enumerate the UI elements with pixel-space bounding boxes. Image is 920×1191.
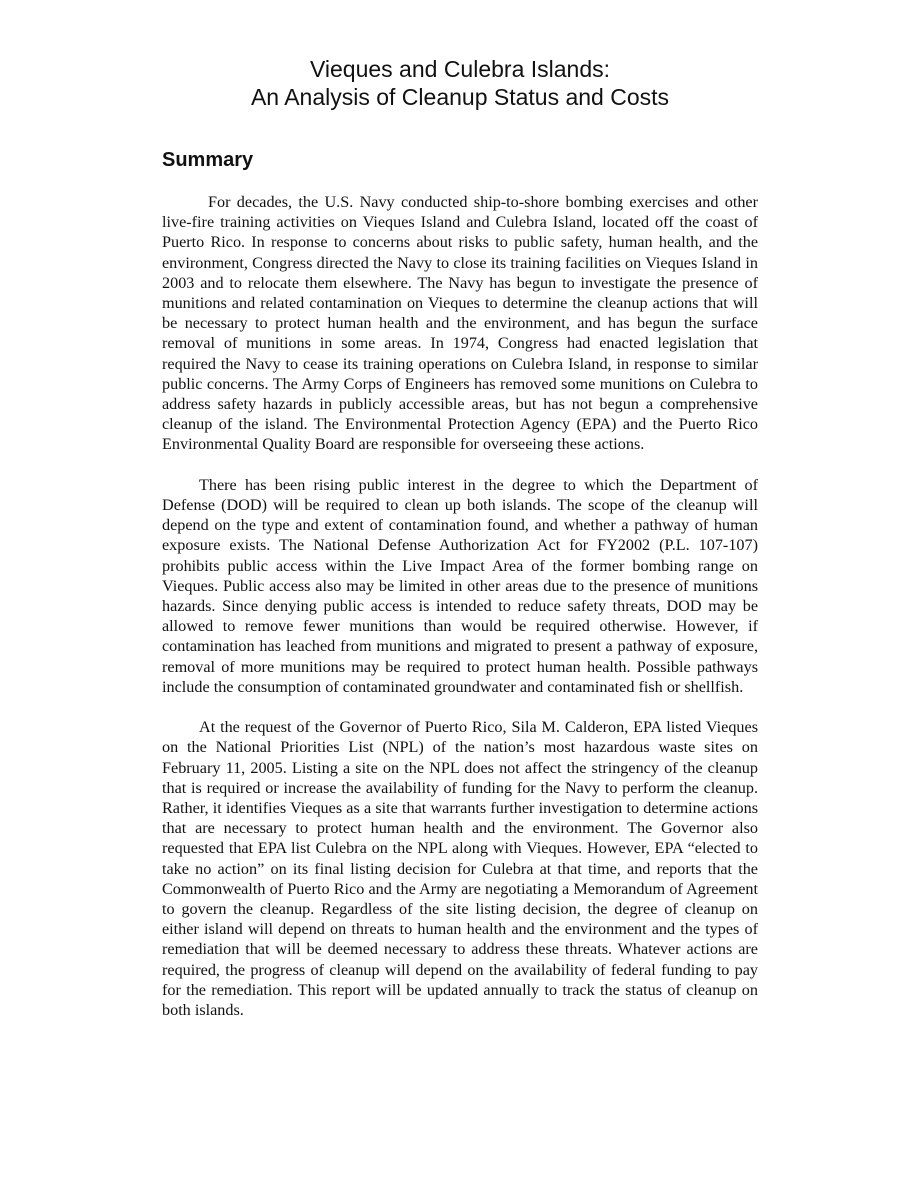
paragraph-1: For decades, the U.S. Navy conducted ship-to-shore bombing exercises and other live-fire training activities on Vieques Island and Culebra Island, located off the coast of Puerto Rico. In response to concerns about risks to public safety, human health, and the environment, Congress directed the Navy to close its training facilities on Vieques Island in 2003 and to relocate them elsewhere. The Navy has begun to investigate the presence of munitions and related contamination on Vieques to determine the cleanup actions that will be necessary to protect human health and the environment, and has begun the surface removal of munitions in some areas. In 1974, Congress had enacted legislation that required the Navy to cease its training operations on Culebra Island, in response to similar public concerns. The Army Corps of Engineers has removed some munitions on Culebra to address safety hazards in publicly accessible areas, but has not begun a comprehensive cleanup of the island. The Environmental Protection Agency (EPA) and the Puerto Rico Environmental Quality Board are responsible for overseeing these actions. — [162, 193, 758, 454]
title-line-1: Vieques and Culebra Islands: — [309, 56, 611, 82]
section-heading-summary: Summary — [162, 149, 254, 171]
document-title — [0, 55, 920, 111]
paragraph-2: There has been rising public interest in the degree to which the Department of Defense (DOD) will be required to clean up both islands. The scope of the cleanup will depend on the type and extent of contamination found, and whether a pathway of human exposure exists. The National Defense Authorization Act for FY2002 (P.L. 107-107) prohibits public access within the Live Impact Area of the former bombing range on Vieques. Public access also may be limited in other areas due to the presence of munitions hazards. Since denying public access is intended to reduce safety threats, DOD may be allowed to remove fewer munitions than would be required otherwise. However, if contamination has leached from munitions and migrated to present a pathway of exposure, removal of more munitions may be required to protect human health. Possible pathways include the consumption of contaminated groundwater and contaminated fish or shellfish. — [162, 475, 758, 696]
summary-body — [162, 192, 758, 1040]
paragraph-3: At the request of the Governor of Puerto Rico, Sila M. Calderon, EPA listed Vieques on the National Priorities List (NPL) of the nation’s most hazardous waste sites on February 11, 2005. Listing a site on the NPL does not affect the stringency of the cleanup that is required or increase the availability of funding for the Navy to perform the cleanup. Rather, it identifies Vieques as a site that warrants further investigation to determine actions that are necessary to protect human health and the environment. The Governor also requested that EPA list Culebra on the NPL along with Vieques. However, EPA “elected to take no action” on its final listing decision for Culebra at that time, and reports that the Commonwealth of Puerto Rico and the Army are negotiating a Memorandum of Agreement to govern the cleanup. Regardless of the site listing decision, the degree of cleanup on either island will depend on threats to human health and the environment and the types of remediation that will be deemed necessary to address these threats. Whatever actions are required, the progress of cleanup will depend on the availability of federal funding to pay for the remediation. This report will be updated annually to track the status of cleanup on both islands. — [162, 718, 758, 1020]
title-line-2: An Analysis of Cleanup Status and Costs — [250, 84, 670, 110]
